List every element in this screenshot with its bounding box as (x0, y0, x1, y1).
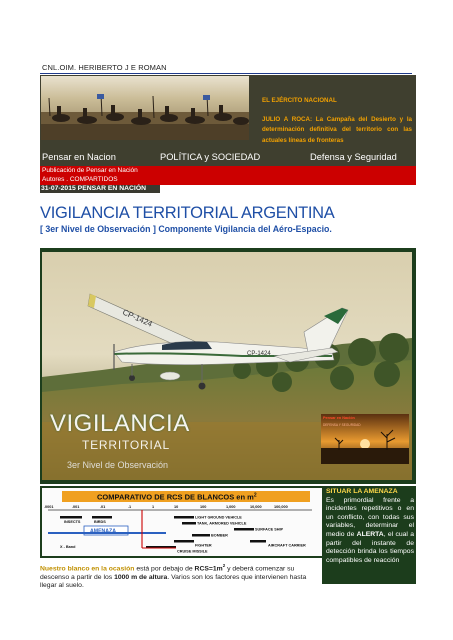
thumbnail-caption: Pensar en Nación (323, 416, 355, 420)
author-name: CNL.OIM. HERIBERTO J E ROMAN (42, 63, 167, 72)
rcs-tick-3: .1 (128, 505, 132, 509)
sidebar-alerta: ALERTA (356, 530, 384, 538)
caption-text-3: . Varios son los factores que intervienen hasta llegar al suelo. (40, 573, 307, 590)
thumbnail-subcaption: DEFENSA Y SEGURIDAD (323, 423, 361, 427)
rcs-label-cruise: CRUISE MISSILE (177, 549, 208, 554)
sidebar-title: SITUAR LA AMENAZA (326, 488, 398, 495)
rcs-label-band: X - Band (60, 545, 76, 549)
rcs-tick-6: 100 (200, 505, 207, 509)
caption-text-1: está por debajo de (134, 565, 195, 573)
rcs-label-fighter: FIGHTER (195, 543, 212, 548)
caption-highlight: Nuestro blanco en la ocasión (40, 565, 135, 573)
sunset-thumbnail (321, 414, 409, 464)
rcs-tick-2: .01 (100, 505, 106, 509)
article-title: VIGILANCIA TERRITORIAL ARGENTINA (40, 204, 335, 222)
rcs-label-carrier: AIRCRAFT CARRIER (268, 543, 306, 548)
publication-bar (40, 166, 416, 185)
nav-item-politica[interactable]: POLÍTICA y SOCIEDAD (160, 152, 261, 162)
caption-rcs-sup: 2 (222, 563, 226, 568)
banner-title: EL EJÉRCITO NACIONAL (262, 97, 337, 104)
threat-sidebar (326, 488, 414, 565)
battle-painting (41, 76, 249, 140)
author-rule (40, 73, 412, 74)
rcs-tick-7: 1,000 (226, 505, 236, 509)
rcs-tick-8: 10,000 (250, 505, 262, 509)
overlay-title: VIGILANCIA (50, 410, 190, 437)
rcs-label-surface-ship: SURFACE SHIP (255, 527, 284, 532)
rcs-tick-4: 1 (152, 505, 155, 509)
date-bar (40, 185, 160, 193)
svg-text:CP-1424: CP-1424 (121, 307, 154, 329)
rcs-label-insects: INSECTS (64, 520, 81, 524)
rcs-label-birds: BIRDS (94, 520, 106, 524)
rcs-tick-9: 100,000 (274, 505, 288, 509)
nav-item-pensar[interactable]: Pensar en Nacion (42, 152, 116, 162)
banner-description: JULIO A ROCA: La Campaña del Desierto y la determinación definitiva del territorio con las actuales líneas de fronteras (262, 116, 412, 144)
sidebar-body (326, 497, 414, 566)
authors-line: Autores . COMPARTIDOS (42, 176, 118, 183)
rcs-tick-5: 10 (174, 505, 179, 509)
rcs-title: COMPARATIVO DE RCS DE BLANCOS en $m^2$ (97, 492, 257, 502)
rcs-tick-0: .0001 (44, 505, 54, 509)
sidebar-text-2: , el cual a partir del instante de detección brinda los tiempos compatibles de reacción (326, 530, 415, 564)
chart-caption (40, 562, 322, 590)
rcs-tick-1: .001 (72, 505, 80, 509)
nav-item-defensa[interactable]: Defensa y Seguridad (310, 152, 397, 162)
caption-rcs: RCS=1m (194, 565, 223, 573)
caption-text-2: y deberá comenzar su descenso a partir de los (40, 565, 295, 581)
rcs-label-bomber: BOMBER (211, 533, 228, 538)
rcs-label-tank: TANK, ARMORED VEHICLE (197, 521, 247, 526)
overlay-level: 3er Nivel de Observación (67, 460, 169, 470)
rcs-label-light-ground: LIGHT GROUND VEHICLE (195, 515, 242, 520)
article-subtitle: [ 3er Nivel de Observación ] Componente Vigilancia del Aéro-Espacio. (40, 224, 332, 234)
publication-date: 31-07-2015 PENSAR EN NACIÓN (41, 185, 147, 192)
sidebar-text-1: Es primordial frente a incidentes repetitivos o en un conflicto, con todas sus variables, determinar el medio de (326, 496, 414, 538)
rcs-label-threat: AMENAZA (90, 528, 116, 535)
caption-altitude: 1000 m de altura (114, 573, 168, 581)
section-navbar (40, 149, 416, 166)
overlay-subtitle: TERRITORIAL (82, 438, 170, 452)
publication-line: Publicación de Pensar en Nación (42, 167, 138, 174)
banner-text-block (262, 96, 412, 146)
svg-text:CP-1424: CP-1424 (247, 351, 271, 357)
rcs-comparison-chart (42, 488, 322, 556)
